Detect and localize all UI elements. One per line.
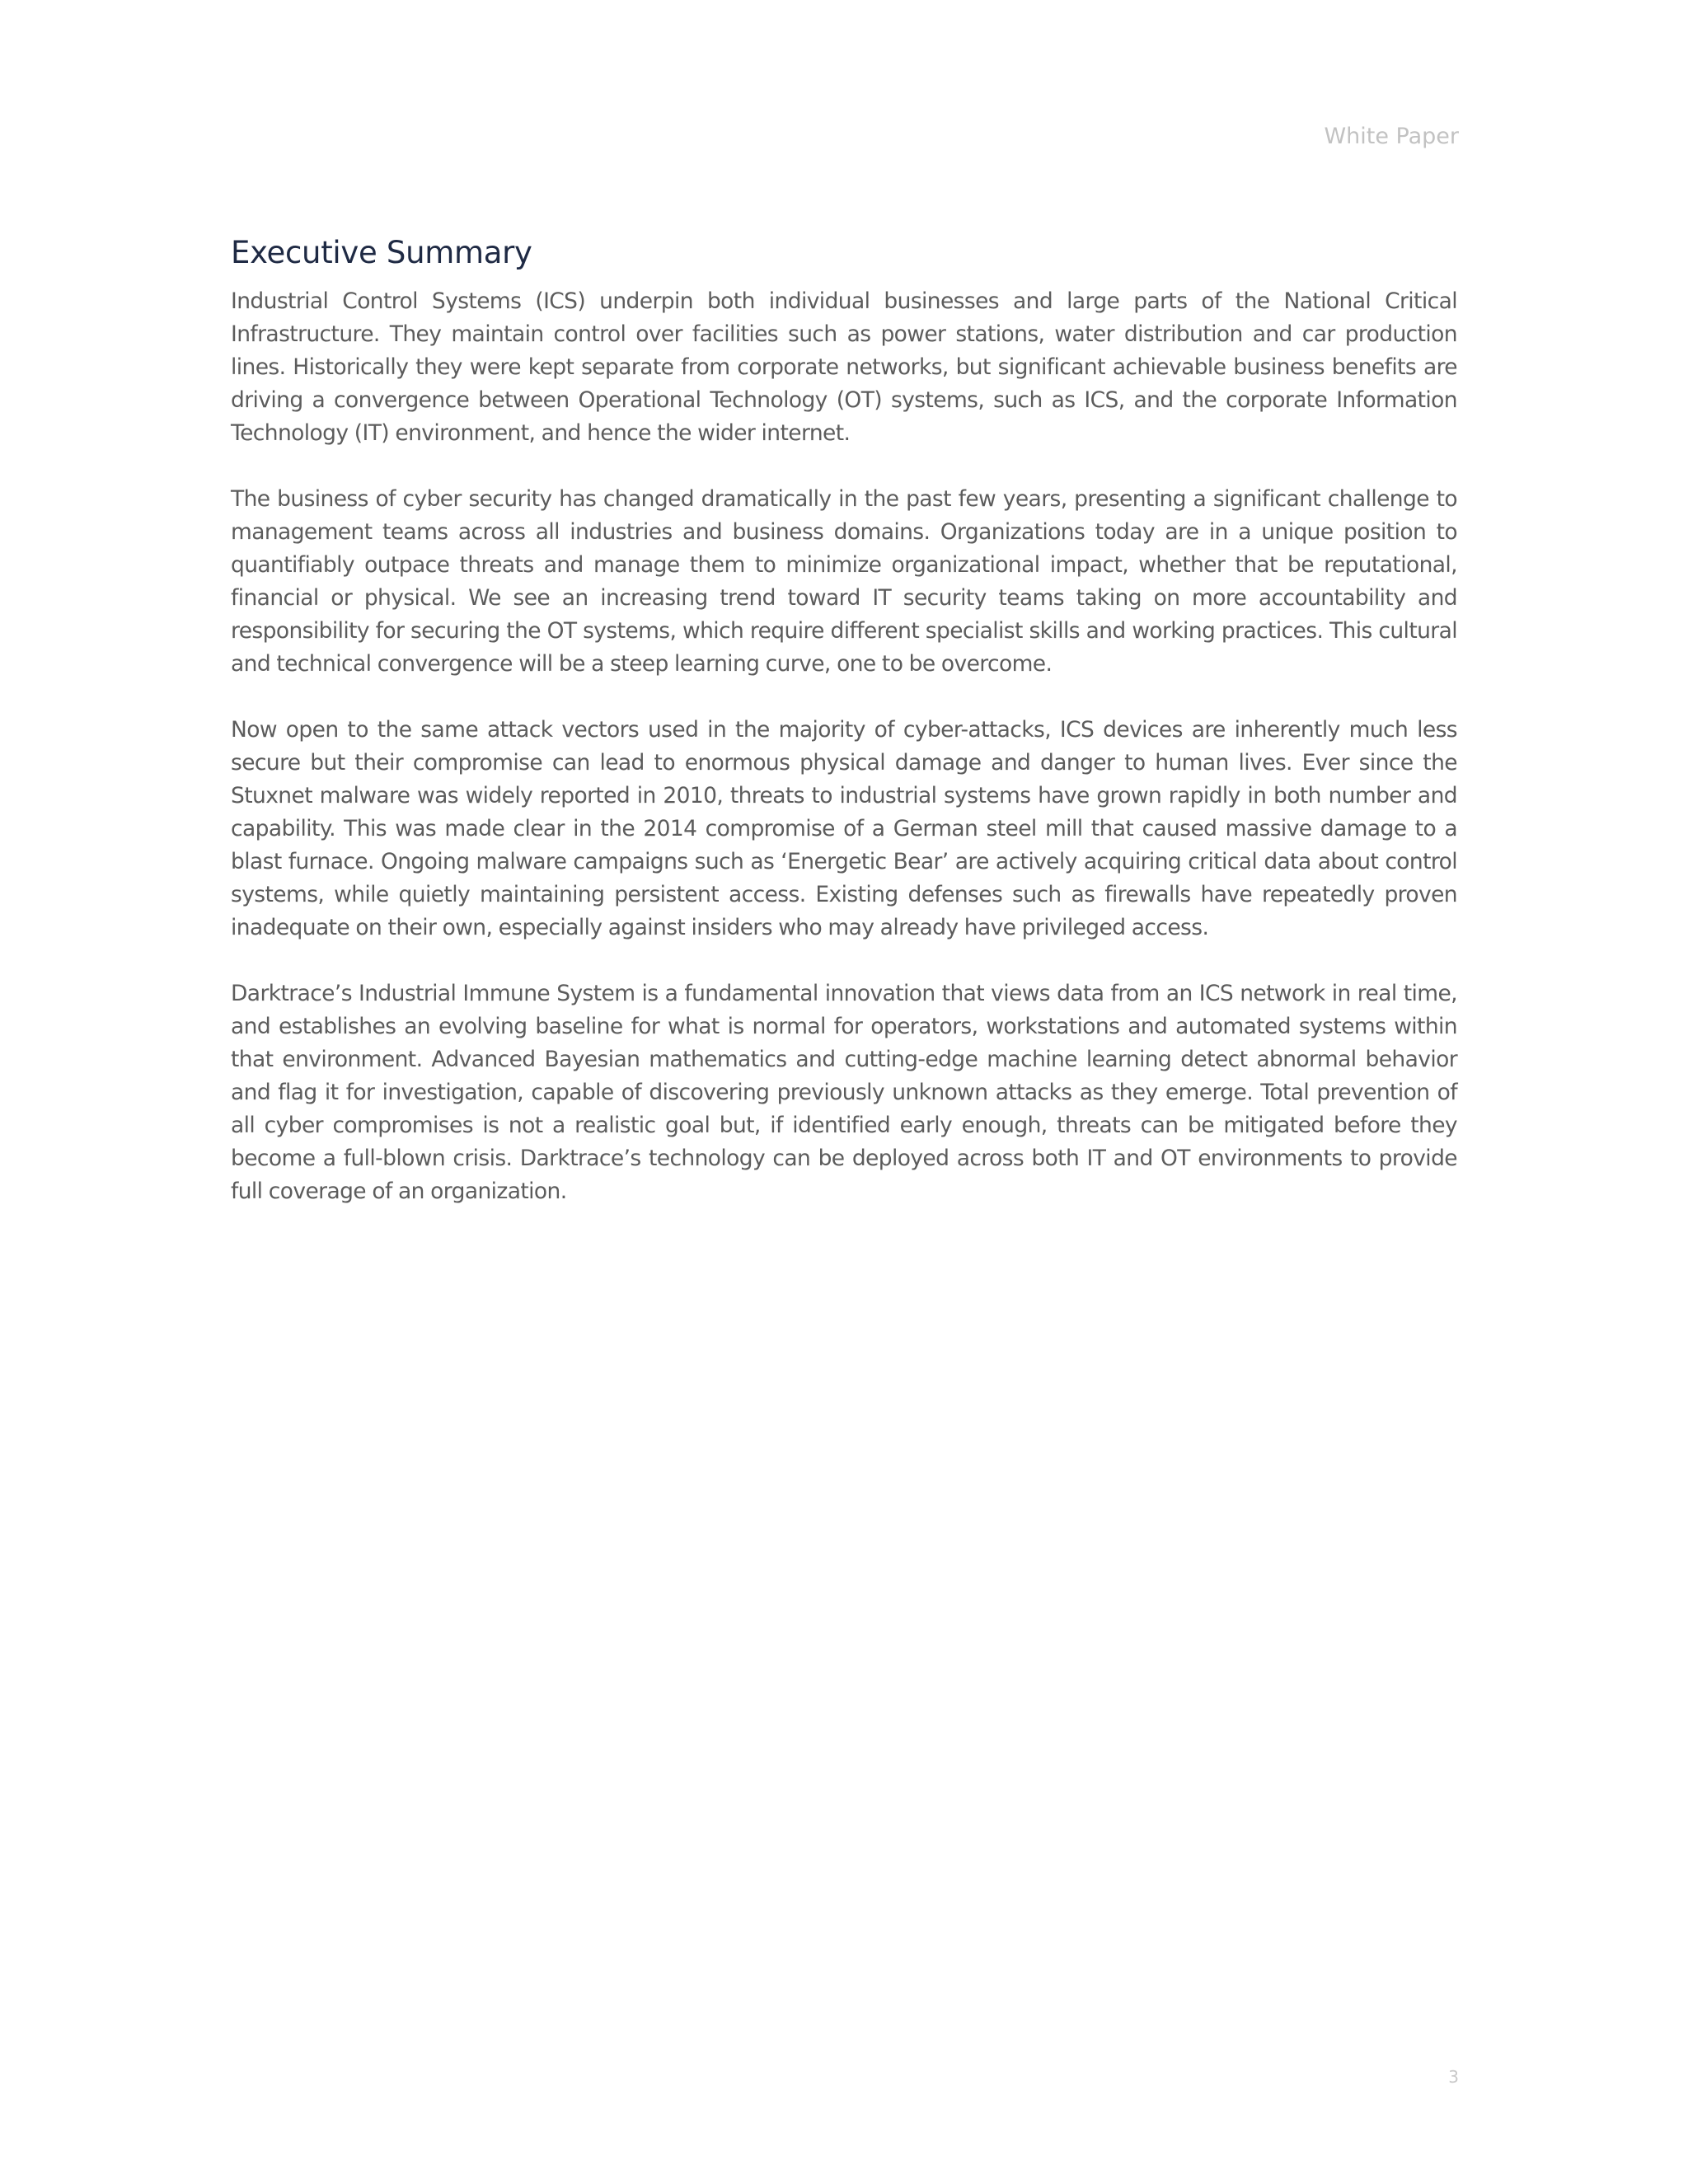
paragraph-1: Industrial Control Systems (ICS) underpin both individual businesses and large parts of the National Critical Infrastructure. They maintain control over facilities such as power stations, water distribution and car production lines. Historically they were kept separate from corporate networks, but significant achievable business benefits are driving a convergence between Operational Technology (OT) systems, such as ICS, and the corporate Information Technology (IT) environment, and hence the wider internet. xyxy=(231,288,1457,446)
paragraph-4: Darktrace’s Industrial Immune System is a fundamental innovation that views data from an ICS network in real time, and establishes an evolving baseline for what is normal for operators, workstations and automated systems within that environment. Advanced Bayesian mathematics and cutting-edge machine learning detect abnormal behavior and flag it for investigation, capable of discovering previously unknown attacks as they emerge. Total prevention of all cyber compromises is not a realistic goal but, if identified early enough, threats can be mitigated before they become a full-blown crisis. Darktrace’s technology can be deployed across both IT and OT environments to provide full coverage of an organization. xyxy=(231,981,1457,1204)
paragraph-3: Now open to the same attack vectors used in the majority of cyber-attacks, ICS devices are inherently much less secure but their compromise can lead to enormous physical damage and danger to human lives. Ever since the Stuxnet malware was widely reported in 2010, threats to industrial systems have grown rapidly in both number and capability. This was made clear in the 2014 compromise of a German steel mill that caused massive damage to a blast furnace. Ongoing malware campaigns such as ‘Energetic Bear’ are actively acquiring critical data about control systems, while quietly maintaining persistent access. Existing defenses such as firewalls have repeatedly proven inadequate on their own, especially against insiders who may already have privileged access. xyxy=(231,717,1457,940)
paragraph-2: The business of cyber security has changed dramatically in the past few years, presenting a significant challenge to management teams across all industries and business domains. Organizations today are in a unique position to quantifiably outpace threats and manage them to minimize organizational impact, whether that be reputational, financial or physical. We see an increasing trend toward IT security teams taking on more accountability and responsibility for securing the OT systems, which require different specialist skills and working practices. This cultural and technical convergence will be a steep learning curve, one to be overcome. xyxy=(231,486,1457,677)
executive-summary-section xyxy=(231,235,1457,1241)
section-title: Executive Summary xyxy=(231,235,532,270)
document-type-label: White Paper xyxy=(1324,124,1459,149)
page-number: 3 xyxy=(1448,2067,1459,2087)
